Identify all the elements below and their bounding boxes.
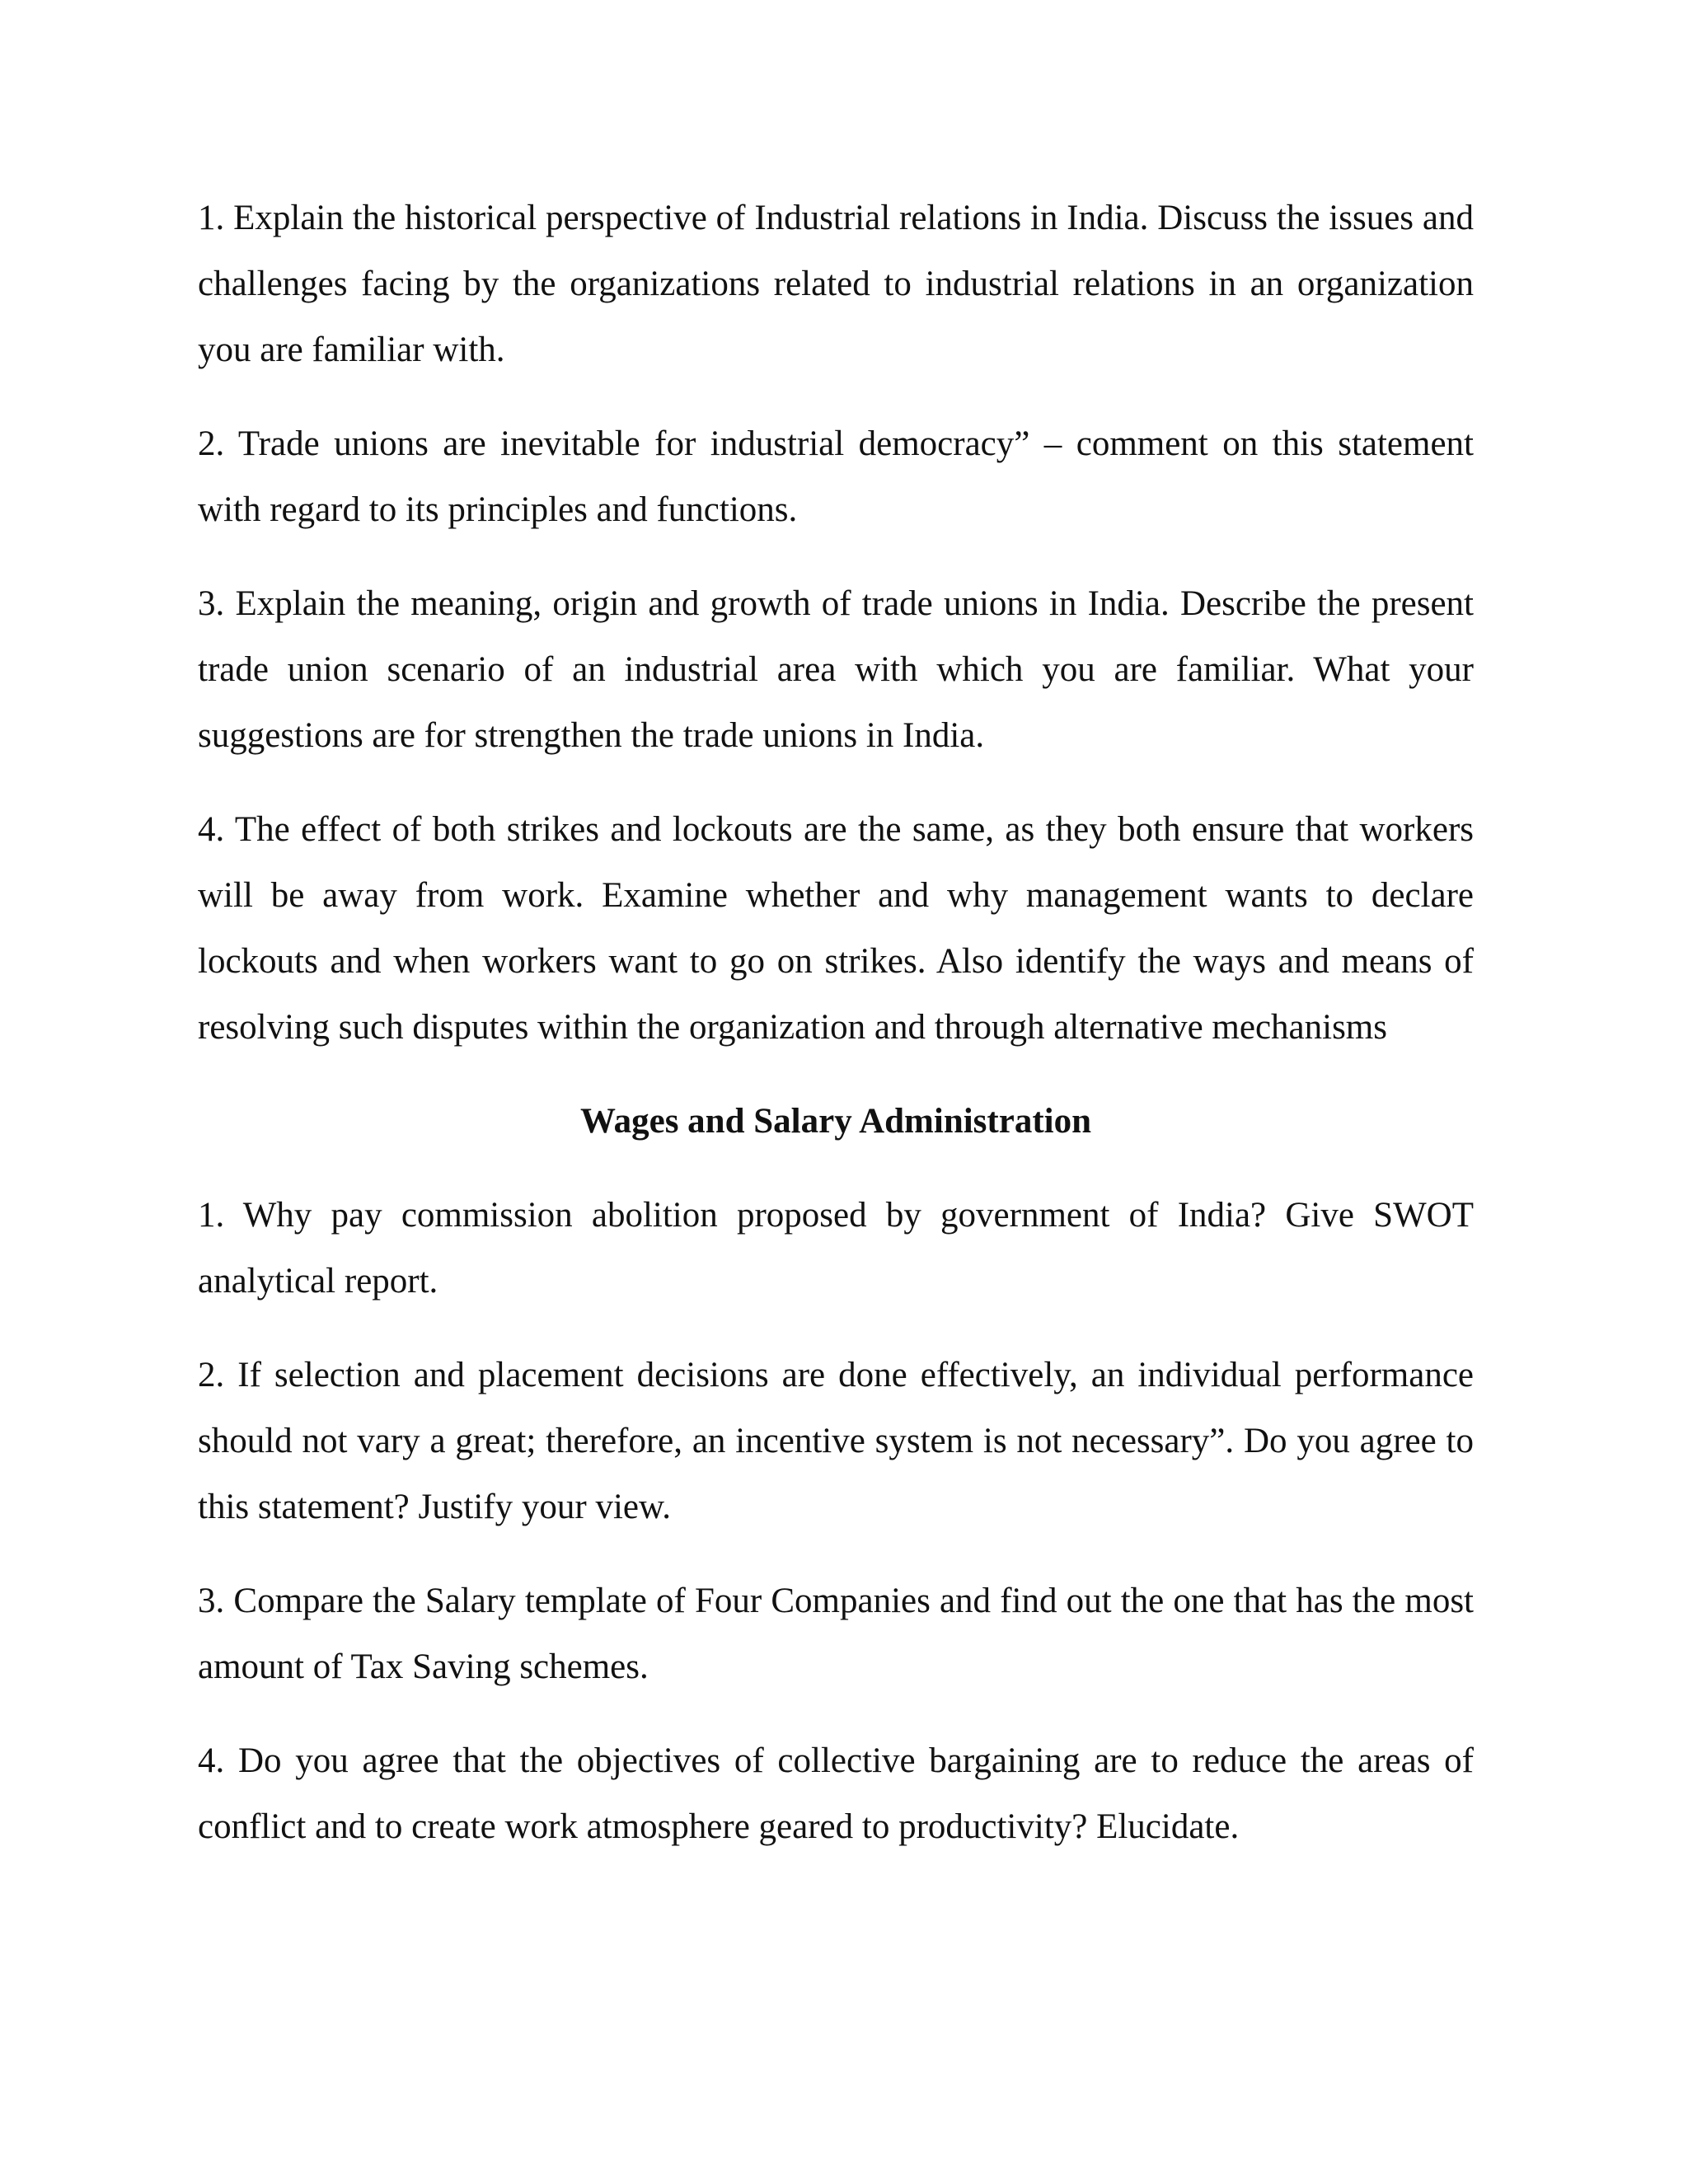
section-heading: Wages and Salary Administration (579, 1102, 1091, 1141)
document-body (198, 185, 1474, 1888)
question-item: 3. Explain the meaning, origin and growth of trade unions in India. Describe the present trade union scenario of an industrial area with which you are familiar. What your suggestions are for strengthen the trade unions in India. (198, 584, 1474, 755)
question-item: 4. Do you agree that the objectives of collective bargaining are to reduce the areas of conflict and to create work atmosphere geared to productivity? Elucidate. (198, 1741, 1474, 1846)
question-item: 4. The effect of both strikes and lockouts are the same, as they both ensure that workers will be away from work. Examine whether and why management wants to declare lockouts and when workers want to go on strikes. Also identify the ways and means of resolving such disputes within the organization and through alternative mechanisms (198, 810, 1474, 1047)
question-item: 3. Compare the Salary template of Four Companies and find out the one that has the most amount of Tax Saving schemes. (198, 1582, 1474, 1686)
question-item: 1. Explain the historical perspective of Industrial relations in India. Discuss the issues and challenges facing by the organizations related to industrial relations in an organization you are familiar with. (198, 199, 1474, 369)
question-item: 1. Why pay commission abolition proposed by government of India? Give SWOT analytical report. (198, 1196, 1474, 1301)
question-item: 2. Trade unions are inevitable for industrial democracy” – comment on this statement with regard to its principles and functions. (198, 424, 1474, 529)
question-item: 2. If selection and placement decisions are done effectively, an individual performance should not vary a great; therefore, an incentive system is not necessary”. Do you agree to this statement? Justify your view. (198, 1356, 1474, 1526)
